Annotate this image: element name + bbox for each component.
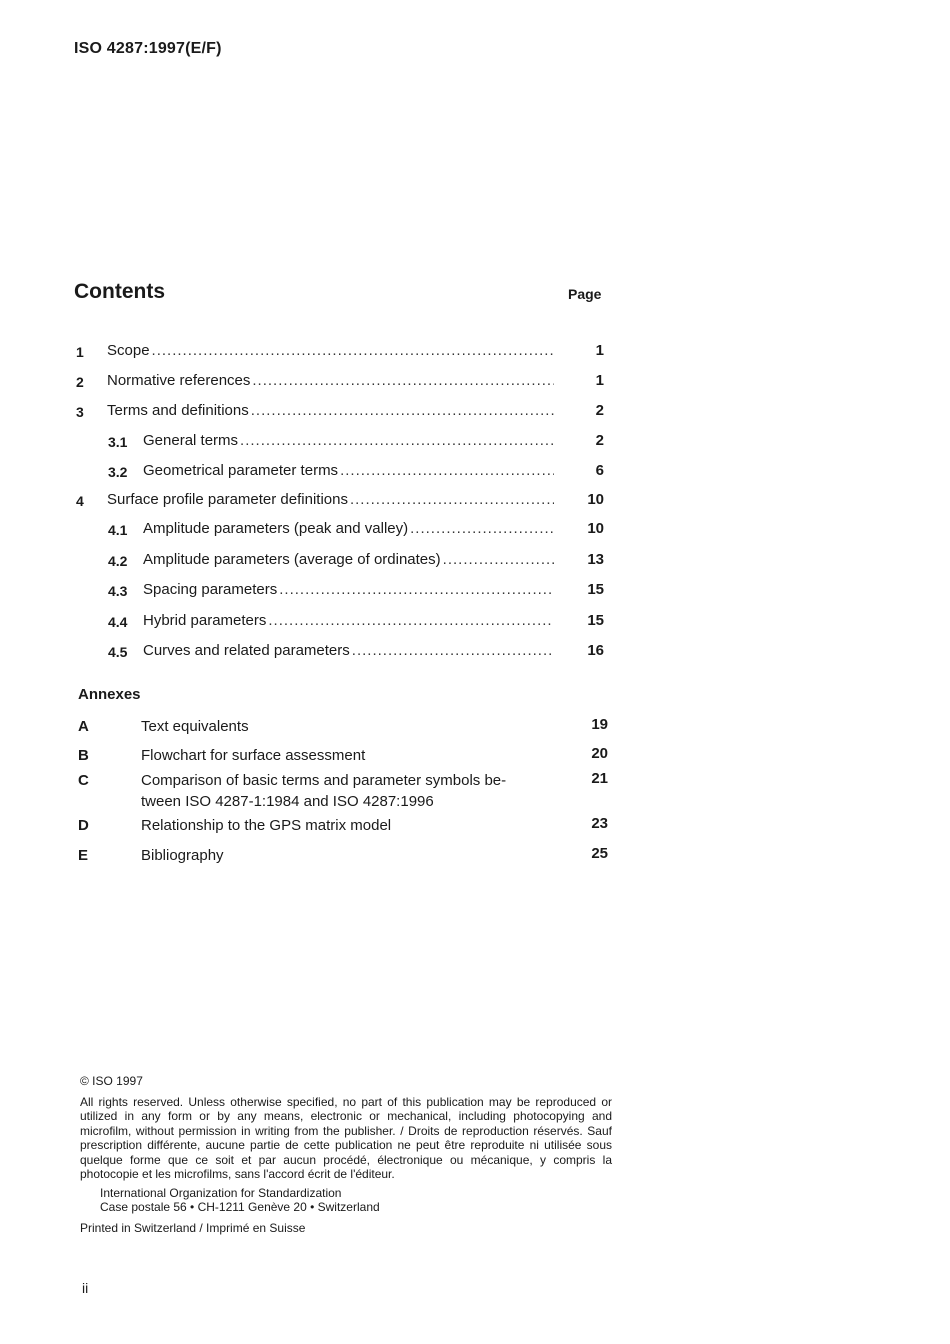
- leader-dots: [350, 491, 554, 508]
- annex-page: 21: [591, 770, 608, 787]
- page-column-label: Page: [568, 286, 602, 302]
- rights-statement: All rights reserved. Unless otherwise specified, no part of this publication may be reproduced or utilized in any form or by any means, electronic or mechanical, including photocopying and microfilm, without permission in writing from the publisher. / Droits de reproduction réservés. Sauf prescription différente, aucune partie de cette publication ne peut être reproduite ni utilisée sous quelque forme que ce soit et par aucun procédé, électronique ou mécanique, y compris la photocopie et les microfilms, sans l'accord écrit de l'éditeur.: [80, 1094, 612, 1181]
- toc-entry-3[interactable]: [0, 402, 950, 424]
- toc-entry-page: 10: [587, 520, 604, 537]
- toc-entry-title: Terms and definitions: [107, 402, 249, 419]
- toc-entry-4-2[interactable]: [0, 551, 950, 573]
- annex-letter: D: [78, 817, 89, 834]
- copyright-block: [80, 1074, 612, 1235]
- toc-entry-number: 4.4: [108, 614, 128, 630]
- page-folio: ii: [82, 1280, 89, 1296]
- annex-page: 25: [591, 845, 608, 862]
- leader-dots: [443, 551, 554, 568]
- annexes-heading: Annexes: [78, 686, 141, 703]
- toc-entry-title: Hybrid parameters: [143, 612, 267, 629]
- toc-entry-page: 15: [587, 612, 604, 629]
- toc-entry-4-3[interactable]: [0, 581, 950, 603]
- leader-dots: [251, 402, 554, 419]
- toc-entry-page: 15: [587, 581, 604, 598]
- toc-entry-page: 1: [595, 372, 604, 389]
- leader-dots: [352, 642, 554, 659]
- toc-entry-title: Amplitude parameters (peak and valley): [143, 520, 409, 537]
- leader-dots: [340, 462, 554, 479]
- annex-title: Text equivalents: [141, 718, 249, 735]
- annex-letter: E: [78, 847, 89, 864]
- toc-entry-title: Spacing parameters: [143, 581, 278, 598]
- leader-dots: [279, 581, 554, 598]
- contents-title: Contents: [74, 280, 165, 303]
- toc-entry-number: 4.3: [108, 583, 128, 599]
- copyright-line: © ISO 1997: [80, 1074, 143, 1088]
- toc-entry-1[interactable]: [0, 342, 950, 364]
- toc-entry-page: 2: [595, 432, 604, 449]
- toc-entry-page: 6: [595, 462, 604, 479]
- toc-entry-page: 10: [587, 491, 604, 508]
- toc-entry-page: 13: [587, 551, 604, 568]
- toc-entry-title: Amplitude parameters (average of ordinates): [143, 551, 441, 568]
- annex-letter: A: [78, 718, 89, 735]
- toc-entry-number: 4.1: [108, 522, 128, 538]
- toc-entry-title: Normative references: [107, 372, 251, 389]
- annex-title: Bibliography: [141, 847, 224, 864]
- toc-entry-title: Curves and related parameters: [143, 642, 350, 659]
- leader-dots: [252, 372, 554, 389]
- toc-entry-4-1[interactable]: [0, 520, 950, 542]
- annex-page: 23: [591, 815, 608, 832]
- toc-entry-3-2[interactable]: [0, 462, 950, 484]
- toc-entry-title: Scope: [107, 342, 150, 359]
- toc-entry-title: General terms: [143, 432, 239, 449]
- toc-entry-3-1[interactable]: [0, 432, 950, 454]
- toc-entry-title: Geometrical parameter terms: [143, 462, 339, 479]
- leader-dots: [240, 432, 554, 449]
- toc-entry-number: 2: [76, 374, 84, 390]
- leader-dots: [410, 520, 554, 537]
- toc-entry-page: 2: [595, 402, 604, 419]
- toc-entry-number: 4.5: [108, 644, 128, 660]
- toc-entry-2[interactable]: [0, 372, 950, 394]
- toc-entry-title: Surface profile parameter definitions: [107, 491, 348, 508]
- toc-entry-number: 1: [76, 344, 84, 360]
- leader-dots: [152, 342, 554, 359]
- toc-entry-number: 3.2: [108, 464, 128, 480]
- toc-entry-4-5[interactable]: [0, 642, 950, 664]
- toc-entry-number: 3.1: [108, 434, 128, 450]
- annex-letter: C: [78, 772, 89, 789]
- toc-entry-page: 16: [587, 642, 604, 659]
- annex-title: Comparison of basic terms and parameter symbols between ISO 4287-1:1984 and ISO 4287:1996: [141, 772, 507, 810]
- postal-address: Case postale 56 • CH-1211 Genève 20 • Switzerland: [100, 1200, 380, 1214]
- toc-entry-page: 1: [595, 342, 604, 359]
- document-id: ISO 4287:1997(E/F): [74, 40, 222, 57]
- organization-name: International Organization for Standardization: [100, 1185, 342, 1200]
- annex-title: Relationship to the GPS matrix model: [141, 817, 392, 834]
- toc-entry-number: 4.2: [108, 553, 128, 569]
- toc-entry-number: 4: [76, 493, 84, 509]
- annex-page: 19: [591, 716, 608, 733]
- leader-dots: [268, 612, 554, 629]
- annex-page: 20: [591, 745, 608, 762]
- toc-entry-number: 3: [76, 404, 84, 420]
- annex-letter: B: [78, 747, 89, 764]
- organization-address: [80, 1186, 612, 1215]
- annex-title: Flowchart for surface assessment: [141, 747, 366, 764]
- toc-entry-4[interactable]: [0, 491, 950, 513]
- printed-in: Printed in Switzerland / Imprimé en Suisse: [80, 1220, 306, 1235]
- toc-entry-4-4[interactable]: [0, 612, 950, 634]
